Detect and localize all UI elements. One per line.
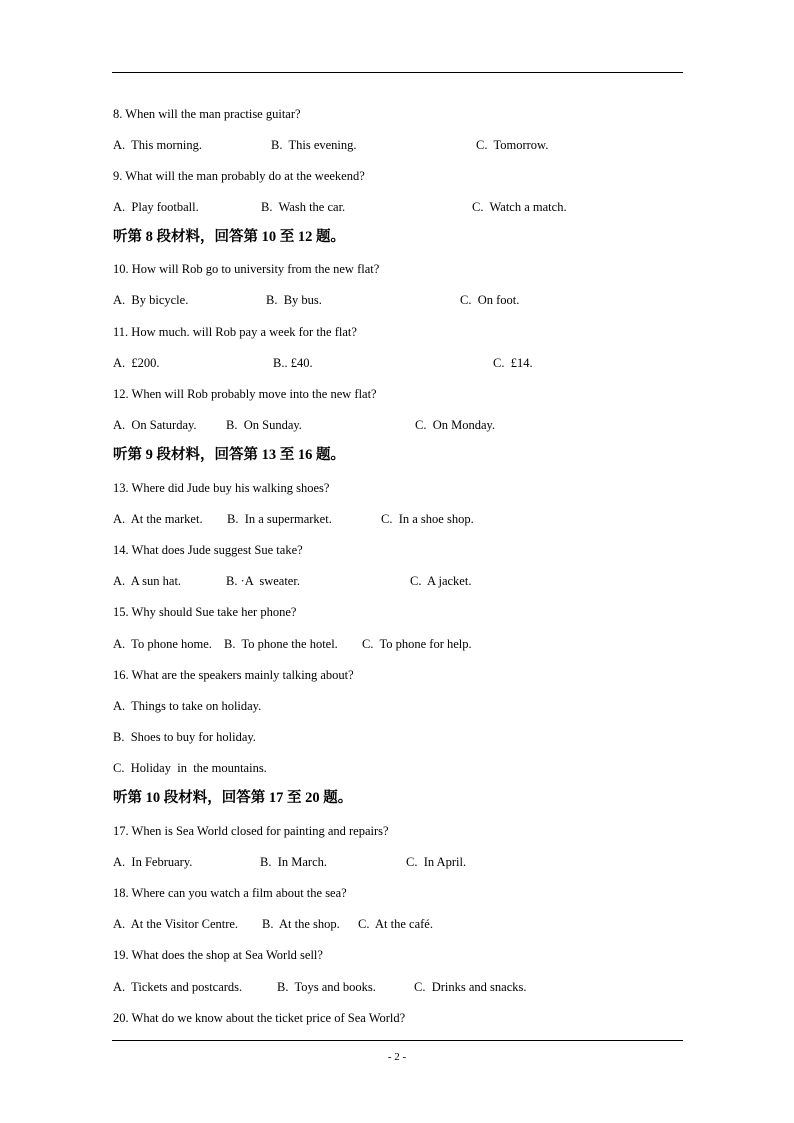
q12-option-b: B. On Sunday. bbox=[226, 418, 302, 432]
q10-option-c: C. On foot. bbox=[460, 293, 520, 307]
q14-option-b: B. ·A sweater. bbox=[226, 574, 300, 588]
q13-option-a: A. At the market. bbox=[113, 512, 203, 526]
q10-option-b: B. By bus. bbox=[266, 293, 322, 307]
header-rule bbox=[112, 72, 683, 73]
section-8-heading: 听第 8 段材料，回答第 10 至 12 题。 bbox=[113, 229, 345, 245]
question-9: 9. What will the man probably do at the weekend? bbox=[113, 169, 365, 183]
question-8: 8. When will the man practise guitar? bbox=[113, 107, 301, 121]
q16-option-b: B. Shoes to buy for holiday. bbox=[113, 730, 256, 744]
question-10: 10. How will Rob go to university from the new flat? bbox=[113, 262, 380, 276]
question-11: 11. How much. will Rob pay a week for the flat? bbox=[113, 325, 357, 339]
question-19: 19. What does the shop at Sea World sell? bbox=[113, 948, 323, 962]
q15-option-a: A. To phone home. bbox=[113, 637, 212, 651]
q13-option-c: C. In a shoe shop. bbox=[381, 512, 474, 526]
question-15: 15. Why should Sue take her phone? bbox=[113, 605, 297, 619]
q19-option-c: C. Drinks and snacks. bbox=[414, 980, 527, 994]
q18-option-b: B. At the shop. bbox=[262, 917, 340, 931]
q9-option-c: C. Watch a match. bbox=[472, 200, 567, 214]
q19-option-a: A. Tickets and postcards. bbox=[113, 980, 243, 994]
q8-option-a: A. This morning. bbox=[113, 138, 203, 152]
q14-option-a: A. A sun hat. bbox=[113, 574, 182, 588]
q18-option-c: C. At the café. bbox=[358, 917, 433, 931]
q16-option-a: A. Things to take on holiday. bbox=[113, 699, 262, 713]
q15-option-b: B. To phone the hotel. bbox=[224, 637, 338, 651]
q14-option-c: C. A jacket. bbox=[410, 574, 472, 588]
q16-option-c: C. Holiday in the mountains. bbox=[113, 761, 267, 775]
section-9-heading: 听第 9 段材料，回答第 13 至 16 题。 bbox=[113, 447, 345, 463]
question-17: 17. When is Sea World closed for painting and repairs? bbox=[113, 824, 389, 838]
q9-option-a: A. Play football. bbox=[113, 200, 199, 214]
section-10-heading: 听第 10 段材料，回答第 17 至 20 题。 bbox=[113, 790, 353, 806]
question-12: 12. When will Rob probably move into the new flat? bbox=[113, 387, 377, 401]
page-number: - 2 - bbox=[387, 1051, 407, 1063]
question-13: 13. Where did Jude buy his walking shoes? bbox=[113, 481, 330, 495]
q17-option-c: C. In April. bbox=[406, 855, 467, 869]
question-18: 18. Where can you watch a film about the sea? bbox=[113, 886, 347, 900]
question-16: 16. What are the speakers mainly talking about? bbox=[113, 668, 354, 682]
q17-option-b: B. In March. bbox=[260, 855, 327, 869]
q11-option-a: A. £200. bbox=[113, 356, 160, 370]
q18-option-a: A. At the Visitor Centre. bbox=[113, 917, 239, 931]
q11-option-b: B.. £40. bbox=[273, 356, 313, 370]
q12-option-c: C. On Monday. bbox=[415, 418, 496, 432]
question-20: 20. What do we know about the ticket price of Sea World? bbox=[113, 1011, 406, 1025]
q12-option-a: A. On Saturday. bbox=[113, 418, 197, 432]
q15-option-c: C. To phone for help. bbox=[362, 637, 472, 651]
q11-option-c: C. £14. bbox=[493, 356, 533, 370]
q13-option-b: B. In a supermarket. bbox=[227, 512, 332, 526]
q8-option-c: C. Tomorrow. bbox=[476, 138, 549, 152]
q10-option-a: A. By bicycle. bbox=[113, 293, 189, 307]
question-14: 14. What does Jude suggest Sue take? bbox=[113, 543, 303, 557]
q17-option-a: A. In February. bbox=[113, 855, 193, 869]
q19-option-b: B. Toys and books. bbox=[277, 980, 376, 994]
q8-option-b: B. This evening. bbox=[271, 138, 357, 152]
q9-option-b: B. Wash the car. bbox=[261, 200, 346, 214]
footer-rule bbox=[112, 1040, 683, 1041]
